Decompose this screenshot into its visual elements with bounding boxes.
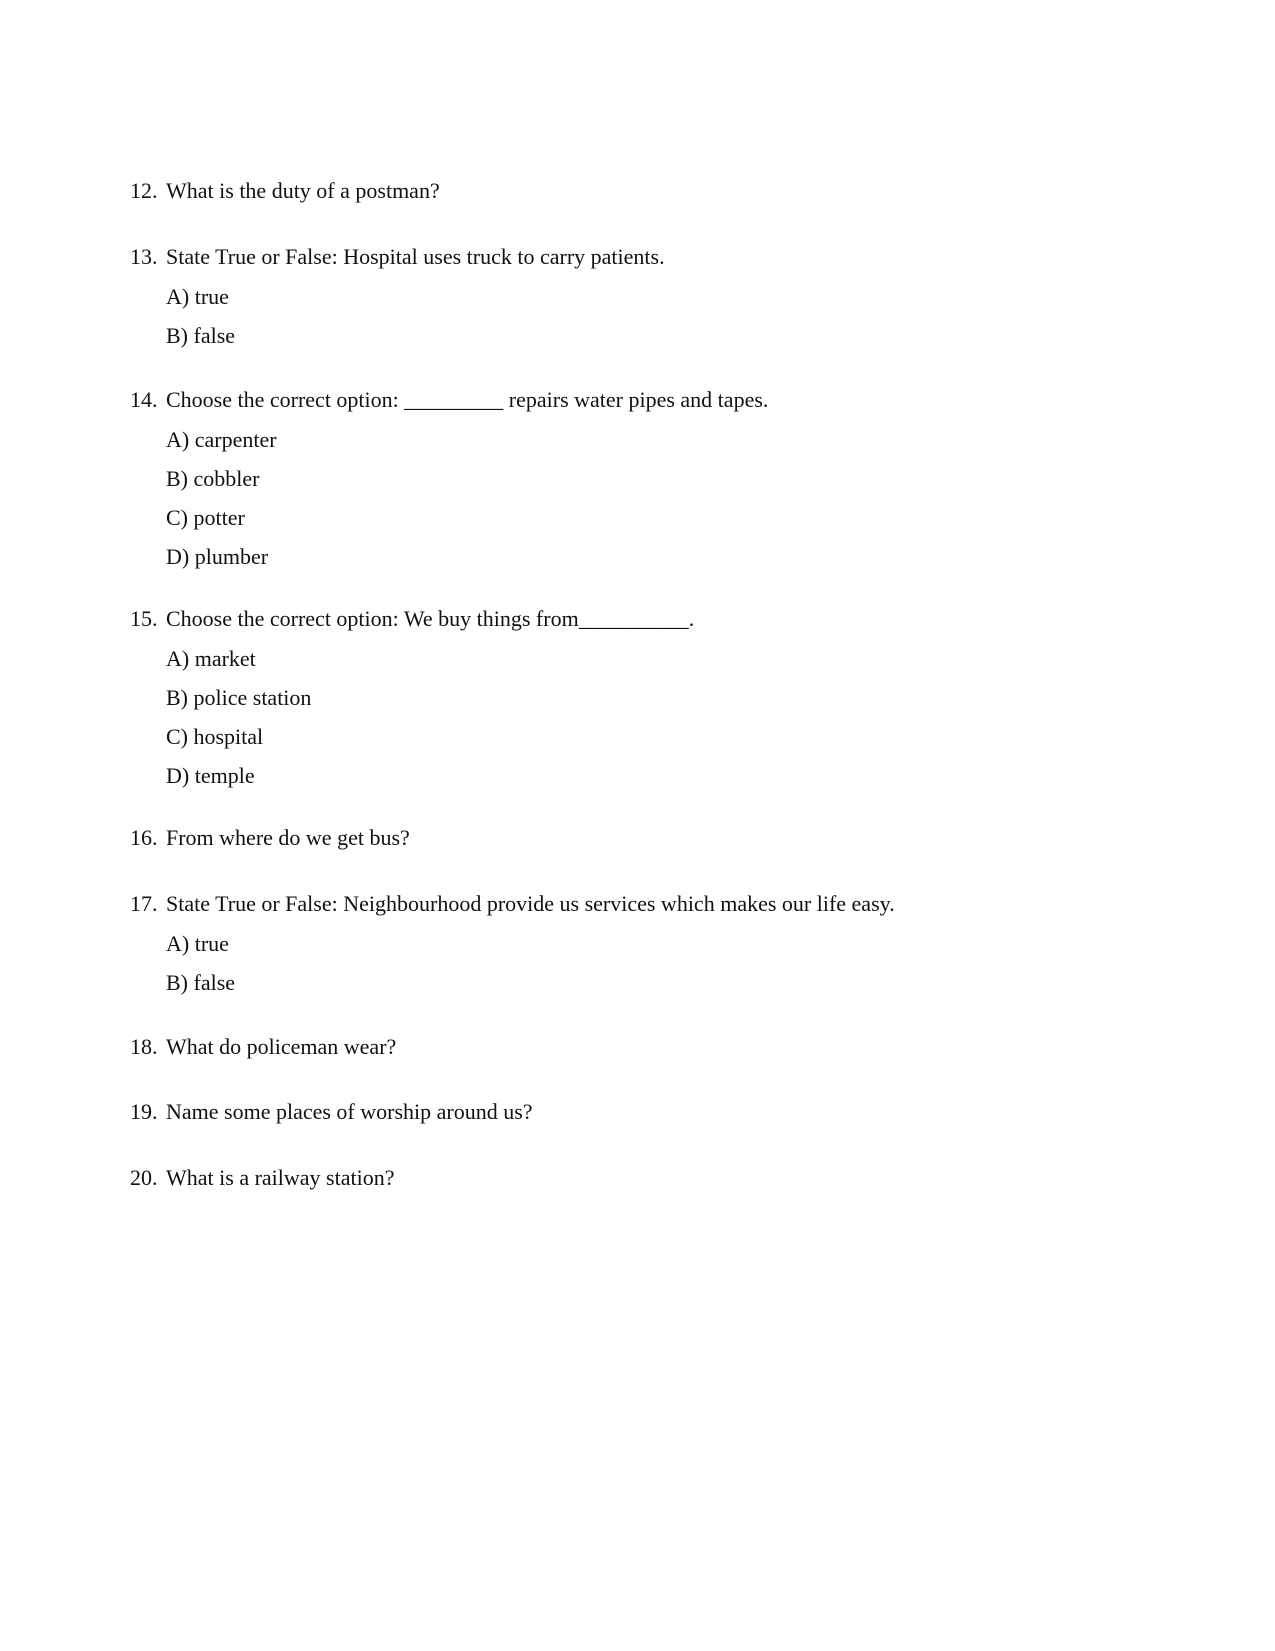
option-list <box>130 283 665 350</box>
question-text: Name some places of worship around us? <box>166 1099 533 1124</box>
question-18 <box>130 1033 396 1061</box>
question-15 <box>130 605 694 790</box>
question-19 <box>130 1098 533 1126</box>
option-list <box>130 645 694 790</box>
question-number: 13. <box>130 244 158 269</box>
question-text: Choose the correct option: We buy things from__________. <box>166 606 695 631</box>
option-item: A) true <box>166 931 229 956</box>
question-text: State True or False: Hospital uses truck to carry patients. <box>166 244 665 269</box>
question-text: From where do we get bus? <box>166 825 410 850</box>
question-number: 12. <box>130 178 158 203</box>
option-item: B) cobbler <box>166 466 260 491</box>
option-list <box>130 426 768 571</box>
question-number: 20. <box>130 1165 158 1190</box>
option-list <box>130 930 895 997</box>
option-item: A) market <box>166 646 256 671</box>
option-item: D) temple <box>166 763 255 788</box>
question-number: 17. <box>130 891 158 916</box>
option-item: A) true <box>166 284 229 309</box>
option-item: C) potter <box>166 505 245 530</box>
question-number: 16. <box>130 825 158 850</box>
option-item: D) plumber <box>166 544 269 569</box>
question-16 <box>130 824 410 852</box>
question-text: What is the duty of a postman? <box>166 178 440 203</box>
option-item: B) police station <box>166 685 312 710</box>
question-13 <box>130 243 665 350</box>
question-number: 18. <box>130 1034 158 1059</box>
question-number: 19. <box>130 1099 158 1124</box>
option-item: C) hospital <box>166 724 264 749</box>
question-14 <box>130 386 768 571</box>
question-text: State True or False: Neighbourhood provide us services which makes our life easy. <box>166 891 895 916</box>
question-number: 15. <box>130 606 158 631</box>
option-item: B) false <box>166 970 236 995</box>
question-20 <box>130 1164 394 1192</box>
question-17 <box>130 890 895 997</box>
question-12 <box>130 177 440 205</box>
option-item: A) carpenter <box>166 427 277 452</box>
question-text: What is a railway station? <box>166 1165 395 1190</box>
question-number: 14. <box>130 387 158 412</box>
question-text: What do policeman wear? <box>166 1034 397 1059</box>
option-item: B) false <box>166 323 236 348</box>
question-text: Choose the correct option: _________ repairs water pipes and tapes. <box>166 387 769 412</box>
